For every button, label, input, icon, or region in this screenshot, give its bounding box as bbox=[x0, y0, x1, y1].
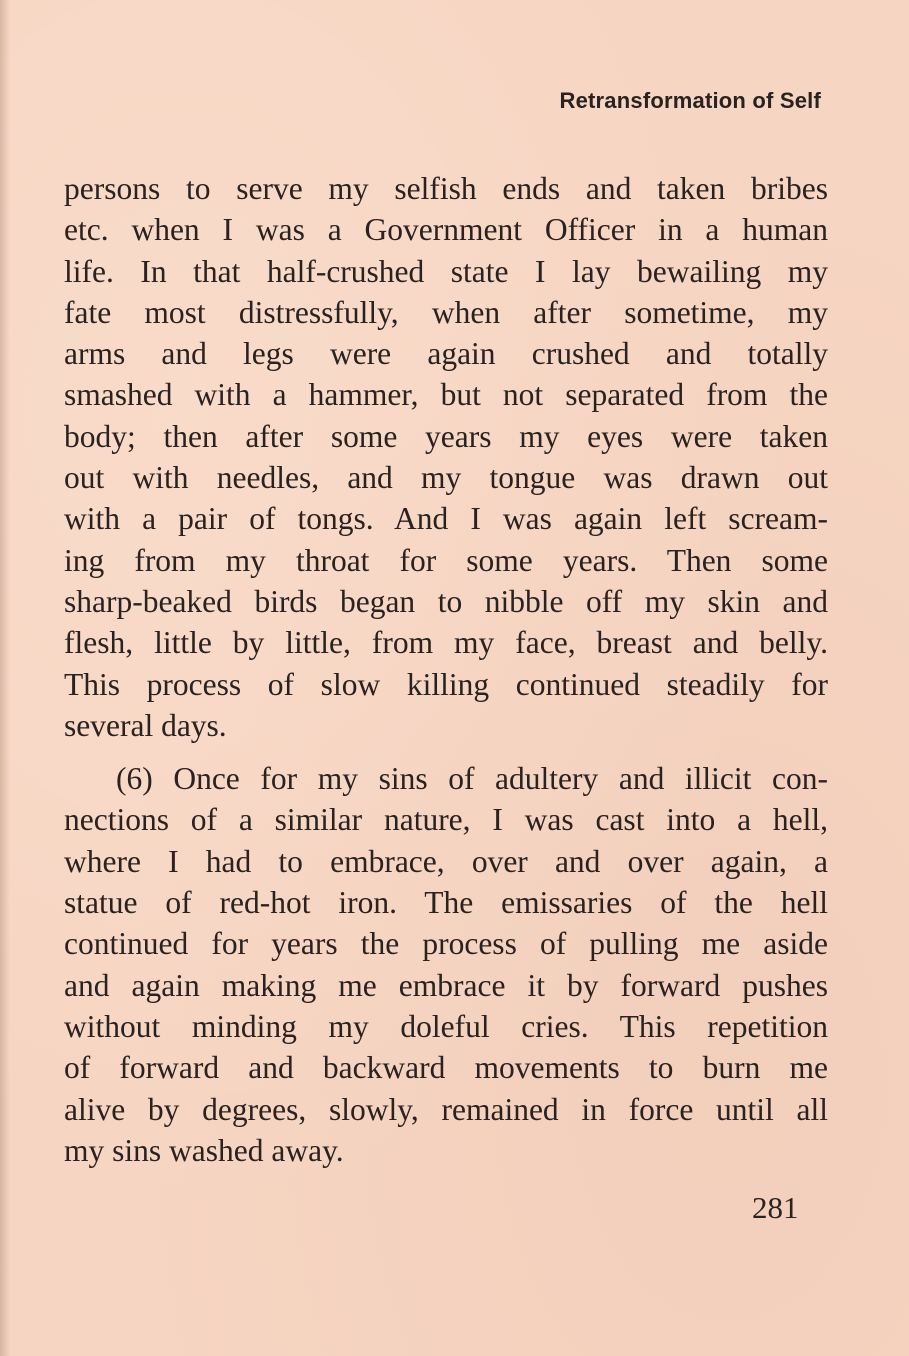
text-line: sharp-beaked birds began to nibble off my skin and bbox=[64, 583, 828, 619]
text-line: statue of red-hot iron. The emissaries of the hell bbox=[64, 885, 828, 921]
text-line: life. In that half-crushed state I lay bewailing my bbox=[64, 253, 828, 289]
text-line: ing from my throat for some years. Then some bbox=[64, 542, 828, 578]
page-spine-shadow bbox=[0, 0, 10, 1356]
paragraph bbox=[64, 168, 828, 746]
text-line: arms and legs were again crushed and totally bbox=[64, 336, 828, 372]
text-line: with a pair of tongs. And I was again left scream- bbox=[64, 501, 828, 537]
text-line: without minding my doleful cries. This repetition bbox=[64, 1008, 828, 1044]
text-line: flesh, little by little, from my face, breast and belly. bbox=[64, 625, 828, 661]
text-line: of forward and backward movements to burn me bbox=[64, 1050, 828, 1086]
text-line: (6) Once for my sins of adultery and illicit con- bbox=[116, 761, 828, 797]
running-head: Retransformation of Self bbox=[559, 88, 821, 113]
text-line: my sins washed away. bbox=[64, 1132, 344, 1168]
text-line: and again making me embrace it by forward pushes bbox=[64, 967, 828, 1003]
text-line: continued for years the process of pulling me aside bbox=[64, 926, 828, 962]
paragraph-gap bbox=[64, 746, 828, 758]
text-line: nections of a similar nature, I was cast into a hell, bbox=[64, 802, 828, 838]
text-line: etc. when I was a Government Officer in a human bbox=[64, 212, 828, 248]
text-line: alive by degrees, slowly, remained in force until all bbox=[64, 1091, 828, 1127]
text-line: fate most distressfully, when after sometime, my bbox=[64, 294, 828, 330]
text-line: This process of slow killing continued steadily for bbox=[64, 666, 828, 702]
text-line: several days. bbox=[64, 707, 227, 743]
page-number: 281 bbox=[752, 1190, 799, 1225]
text-line: smashed with a hammer, but not separated from the bbox=[64, 377, 828, 413]
text-line: out with needles, and my tongue was drawn out bbox=[64, 460, 828, 496]
text-line: persons to serve my selfish ends and taken bribes bbox=[64, 171, 828, 206]
text-line: where I had to embrace, over and over again, a bbox=[64, 843, 828, 879]
paragraph bbox=[64, 758, 828, 1171]
text-line: body; then after some years my eyes were taken bbox=[64, 418, 828, 454]
body-text bbox=[64, 168, 828, 1171]
